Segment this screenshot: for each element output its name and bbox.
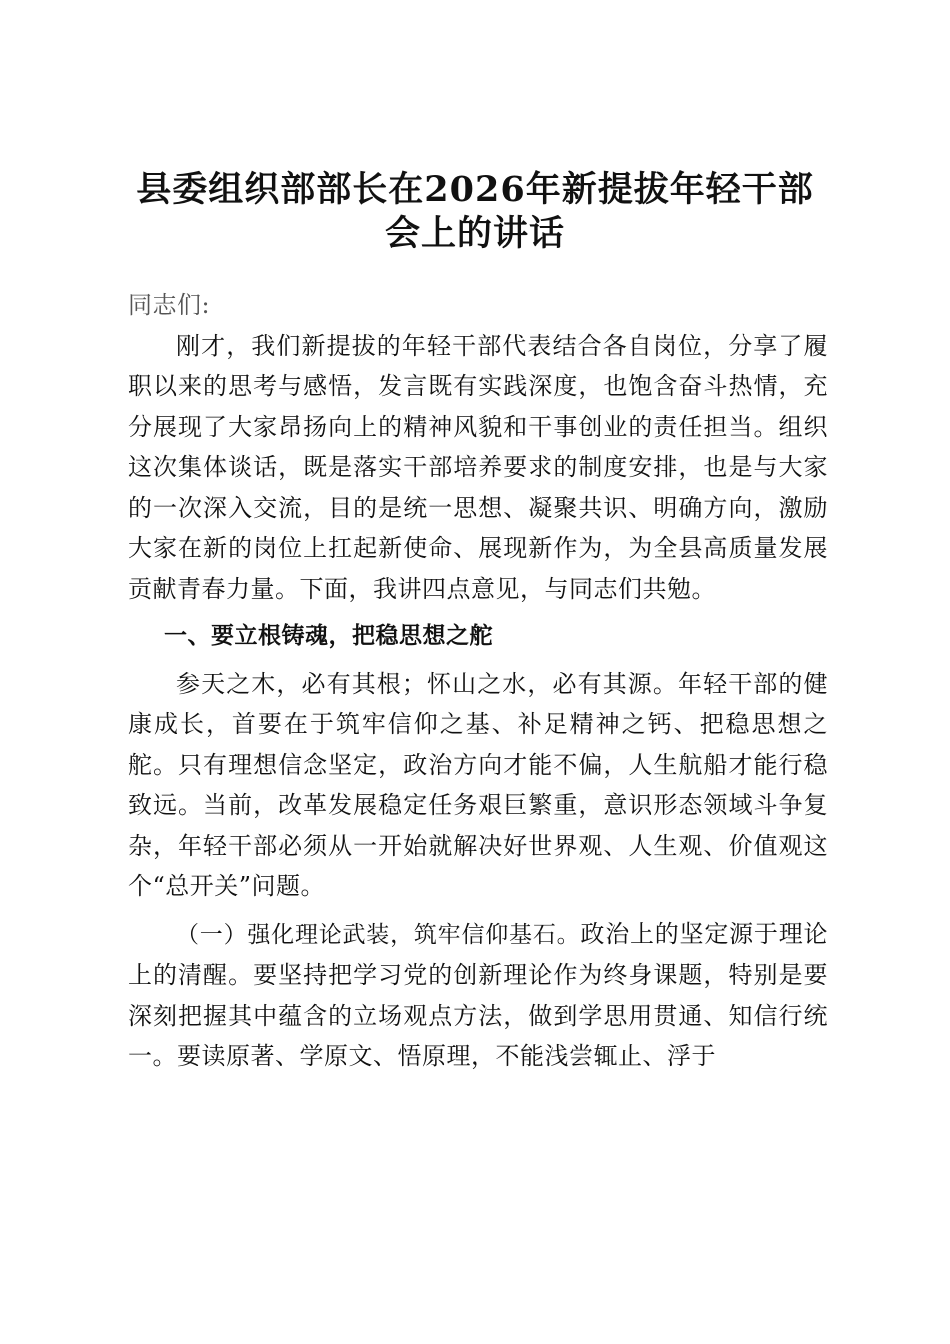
intro-paragraph: 刚才，我们新提拔的年轻干部代表结合各自岗位，分享了履职以来的思考与感悟，发言既有实践深度，也饱含奋斗热情，充分展现了大家昂扬向上的精神风貌和干事创业的责任担当。组织这次集体谈话，既是落实干部培养要求的制度安排，也是与大家的一次深入交流，目的是统一思想、凝聚共识、明确方向，激励大家在新的岗位上扛起新使命、展现新作为，为全县高质量发展贡献青春力量。下面，我讲四点意见，与同志们共勉。 — [128, 331, 828, 603]
subsection-1-paragraph — [128, 914, 828, 1077]
document-title — [120, 168, 830, 256]
salutation: 同志们: — [128, 291, 211, 319]
subsection-1-body: 政治上的坚定源于理论上的清醒。要坚持把学习党的创新理论作为终身课题，特别是要深刻把握其中蕴含的立场观点方法，做到学思用贯通、知信行统一。要读原著、学原文、悟原理，不能浅尝辄止、浮于 — [128, 919, 829, 1070]
title-line-1: 县委组织部部长在2026年新提拔年轻干部 — [136, 169, 814, 210]
document-body — [128, 285, 828, 1084]
title-line-2: 会上的讲话 — [384, 213, 565, 254]
section-heading-1: 一、要立根铸魂，把稳思想之舵 — [164, 623, 493, 649]
section-1-paragraph: 参天之木，必有其根；怀山之水，必有其源。年轻干部的健康成长，首要在于筑牢信仰之基、补足精神之钙、把稳思想之舵。只有理想信念坚定，政治方向才能不偏，人生航船才能行稳致远。当前，改革发展稳定任务艰巨繁重，意识形态领域斗争复杂，年轻干部必须从一开始就解决好世界观、人生观、价值观这个“总开关”问题。 — [128, 669, 828, 900]
subsection-1-heading: （一）强化理论武装，筑牢信仰基石。 — [176, 921, 581, 948]
